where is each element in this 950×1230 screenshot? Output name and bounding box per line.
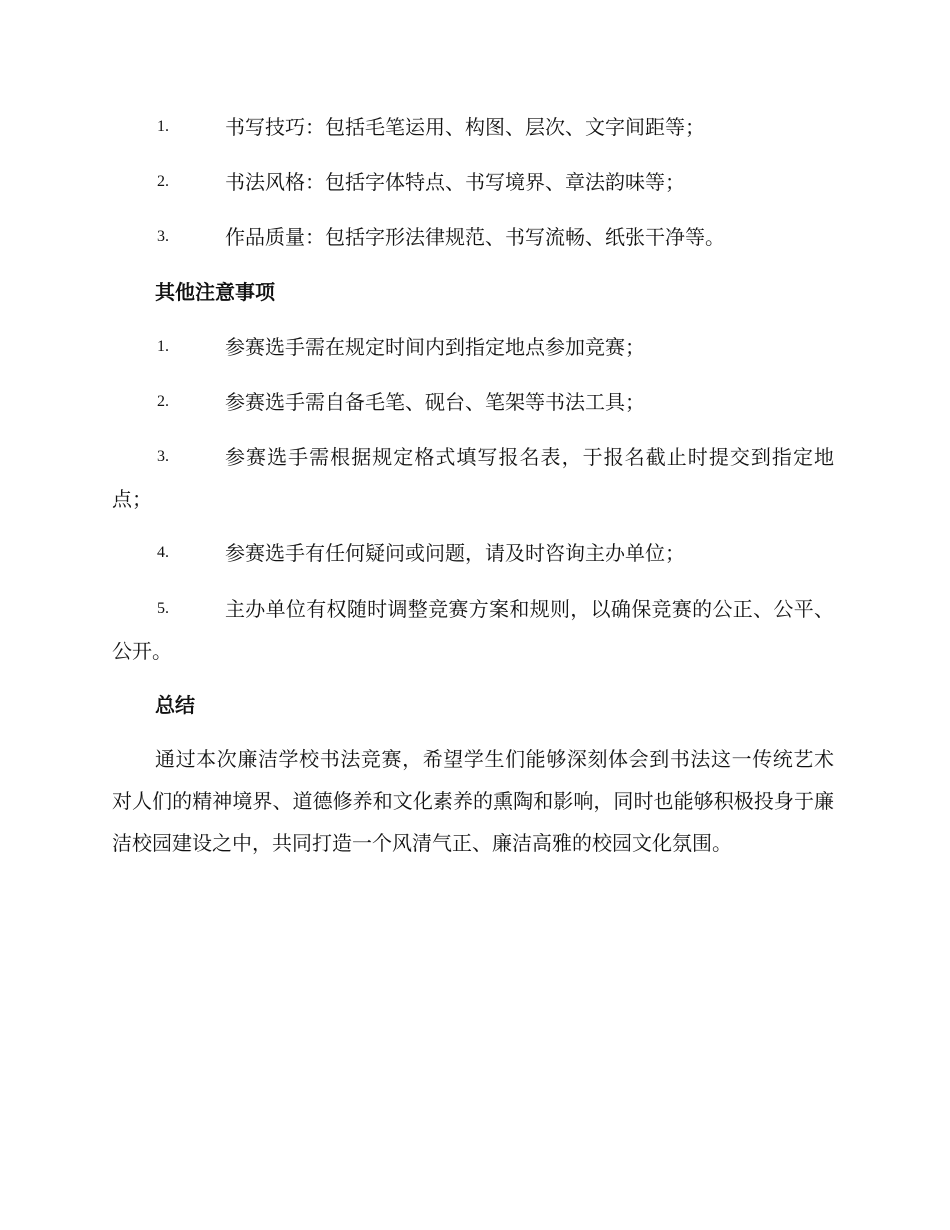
list-text: 参赛选手需根据规定格式填写报名表，于报名截止时提交到指定地点；: [112, 445, 834, 511]
list-item: [112, 381, 834, 423]
list-number: 3.: [157, 228, 169, 245]
list-text: 作品质量：包括字形法律规范、书写流畅、纸张干净等。: [225, 225, 725, 249]
list-text: 书法风格：包括字体特点、书写境界、章法韵味等；: [225, 170, 685, 194]
list-number: 2.: [157, 393, 169, 410]
list-number: 4.: [157, 544, 169, 561]
section-heading-summary: 总结: [155, 693, 195, 717]
list-item: [112, 106, 834, 148]
list-number: 1.: [157, 338, 169, 355]
list-item: [112, 161, 834, 203]
list-number: 1.: [157, 118, 169, 135]
list-item: [112, 216, 834, 258]
list-number: 3.: [157, 448, 169, 465]
list-text: 参赛选手需在规定时间内到指定地点参加竞赛；: [225, 335, 645, 359]
list-text: 参赛选手有任何疑问或问题，请及时咨询主办单位；: [225, 541, 685, 565]
list-item: [112, 436, 834, 520]
list-number: 2.: [157, 173, 169, 190]
summary-paragraph: 通过本次廉洁学校书法竞赛，希望学生们能够深刻体会到书法这一传统艺术对人们的精神境界、道德修养和文化素养的熏陶和影响，同时也能够积极投身于廉洁校园建设之中，共同打造一个风清气正、廉洁高雅的校园文化氛围。: [112, 747, 834, 855]
list-item: [112, 588, 834, 672]
list-item: [112, 326, 834, 368]
list-text: 主办单位有权随时调整竞赛方案和规则，以确保竞赛的公正、公平、公开。: [112, 597, 834, 663]
list-text: 参赛选手需自备毛笔、砚台、笔架等书法工具；: [225, 390, 645, 414]
list-text: 书写技巧：包括毛笔运用、构图、层次、文字间距等；: [225, 115, 705, 139]
list-number: 5.: [157, 600, 169, 617]
list-item: [112, 532, 834, 574]
section-heading-notes: 其他注意事项: [155, 280, 275, 304]
